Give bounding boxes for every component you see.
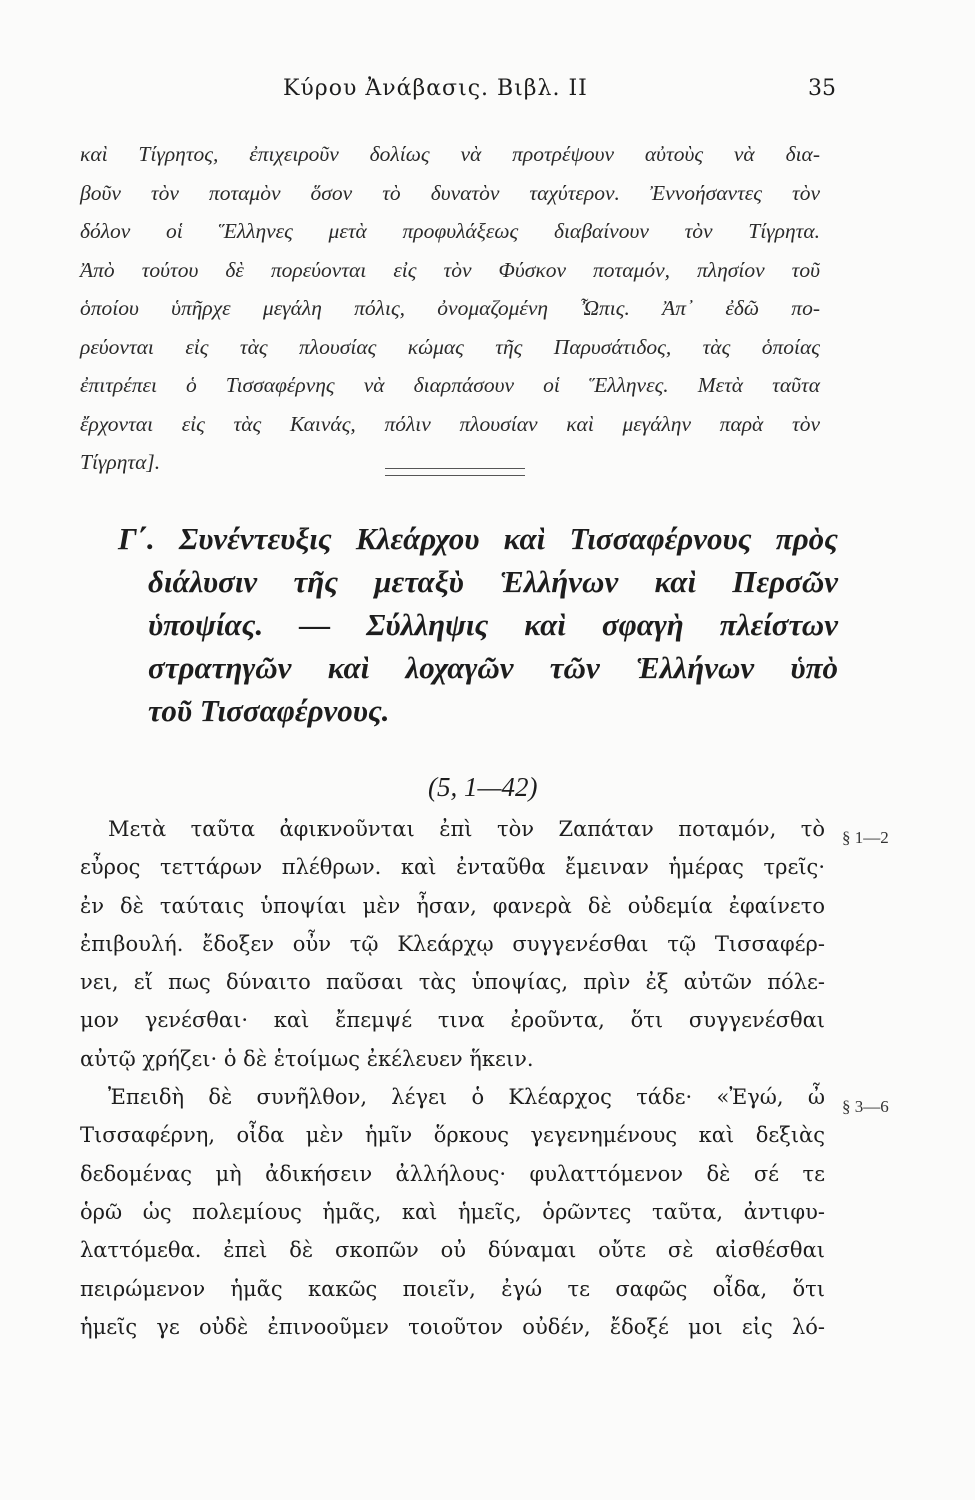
passage-reference: (5, 1—42) [428, 772, 538, 802]
text-line: ἡμεῖς γε οὐδὲ ἐπινοοῦμεν τοιοῦτον οὐδέν, ἔδοξέ μοι εἰς λό- [80, 1314, 825, 1339]
summary-line: ἔρχονται εἰς τὰς Καινάς, πόλιν πλουσίαν καὶ μεγάλην παρὰ τὸν [80, 411, 820, 436]
text-line: Τισσαφέρνη, οἶδα μὲν ἡμῖν ὅρκους γεγενημένους καὶ δεξιὰς [80, 1123, 825, 1148]
heading-line: ὑποψίας. — Σύλληψις καὶ σφαγὴ πλείστων [148, 607, 838, 642]
running-header [0, 72, 975, 112]
text-line: εὖρος τεττάρων πλέθρων. καὶ ἐνταῦθα ἔμειναν ἡμέρας τρεῖς· [80, 855, 825, 880]
text-line: λαττόμεθα. ἐπεὶ δὲ σκοπῶν οὐ δύναμαι οὔτε σὲ αἰσθέσθαι [80, 1238, 825, 1263]
section-divider [385, 468, 525, 469]
section-divider [385, 475, 525, 476]
chapter-summary [80, 135, 820, 482]
heading-line: Γ΄. Συνέντευξις Κλεάρχου καὶ Τισσαφέρνους πρὸς [118, 521, 838, 556]
heading-line: διάλυσιν τῆς μεταξὺ Ἑλλήνων καὶ Περσῶν [148, 564, 838, 599]
text-line: ἐπιβουλή. ἔδοξεν οὖν τῷ Κλεάρχῳ συγγενέσθαι τῷ Τισσαφέρ- [80, 931, 825, 956]
text-line: Μετὰ ταῦτα ἀφικνοῦνται ἐπὶ τὸν Ζαπάταν ποταμόν, τὸ [108, 817, 825, 841]
summary-line: ρεύονται εἰς τὰς πλουσίας κώμας τῆς Παρυσάτιδος, τὰς ὁποίας [80, 334, 820, 359]
heading-line: τοῦ Τισσαφέρνους. [148, 693, 390, 728]
page-number: 35 [808, 76, 836, 101]
text-line: μον γενέσθαι· καὶ ἔπεμψέ τινα ἐροῦντα, ὅτι συγγενέσθαι [80, 1008, 825, 1033]
text-line: Ἐπειδὴ δὲ συνῆλθον, λέγει ὁ Κλέαρχος τάδε· «Ἐγώ, ὦ [108, 1085, 825, 1110]
text-line: αὐτῷ χρήζει· ὁ δὲ ἑτοίμως ἐκέλευεν ἥκειν. [80, 1046, 534, 1071]
margin-section-ref: § 3—6 [842, 1097, 889, 1116]
margin-section-ref: § 1—2 [842, 828, 889, 847]
summary-line: Τίγρητα]. [80, 450, 161, 474]
heading-line: στρατηγῶν καὶ λοχαγῶν τῶν Ἑλλήνων ὑπὸ [148, 650, 838, 685]
running-title: Κύρου Ἀνάβασις. Βιβλ. II [283, 76, 588, 101]
summary-line: ὁποίου ὑπῆρχε μεγάλη πόλις, ὀνομαζομένη Ὦπις. Ἀπ᾽ ἐδῶ πο- [80, 296, 820, 320]
summary-line: ἐπιτρέπει ὁ Τισσαφέρνης νὰ διαρπάσουν οἱ Ἕλληνες. Μετὰ ταῦτα [80, 373, 820, 397]
summary-line: βοῦν τὸν ποταμὸν ὅσον τὸ δυνατὸν ταχύτερον. Ἐννοήσαντες τὸν [80, 180, 820, 205]
section-heading [118, 517, 838, 732]
text-line: νει, εἴ πως δύναιτο παῦσαι τὰς ὑποψίας, πρὶν ἐξ αὐτῶν πόλε- [80, 970, 825, 995]
text-line: δεδομένας μὴ ἀδικήσειν ἀλλήλους· φυλαττόμενον δὲ σέ τε [80, 1161, 825, 1186]
summary-line: δόλον οἱ Ἕλληνες μετὰ προφυλάξεως διαβαίνουν τὸν Τίγρητα. [80, 219, 820, 243]
summary-line: Ἀπὸ τούτου δὲ πορεύονται εἰς τὸν Φύσκον ποταμόν, πλησίον τοῦ [80, 257, 820, 282]
text-line: πειρώμενον ἡμᾶς κακῶς ποιεῖν, ἐγώ τε σαφῶς οἶδα, ὅτι [80, 1276, 825, 1301]
greek-text [80, 810, 825, 1346]
summary-line: καὶ Τίγρητος, ἐπιχειροῦν δολίως νὰ προτρέψουν αὐτοὺς νὰ δια- [80, 142, 820, 166]
text-line: ὁρῶ ὡς πολεμίους ἡμᾶς, καὶ ἡμεῖς, ὁρῶντες ταῦτα, ἀντιφυ- [80, 1199, 825, 1224]
text-line: ἐν δὲ ταύταις ὑποψίαι μὲν ἦσαν, φανερὰ δὲ οὐδεμία ἐφαίνετο [80, 893, 825, 918]
